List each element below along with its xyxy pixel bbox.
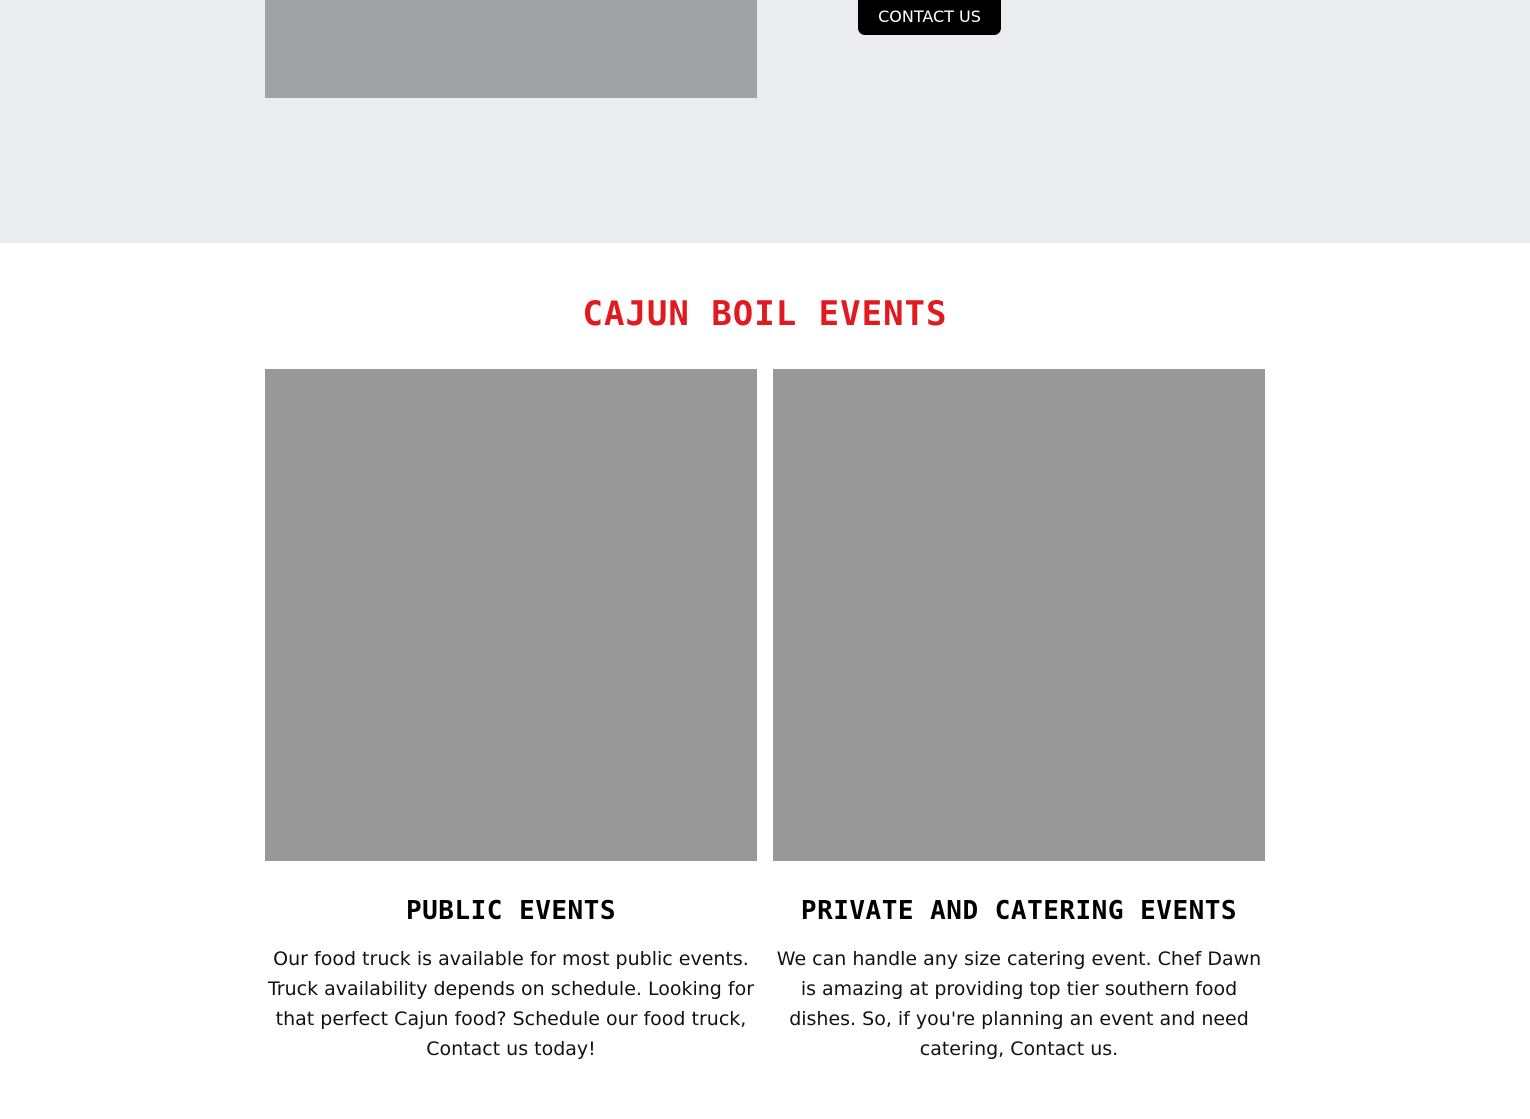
events-section xyxy=(0,243,1530,1119)
public-events-image xyxy=(265,369,757,861)
top-section xyxy=(0,0,1530,243)
private-events-title: PRIVATE AND CATERING EVENTS xyxy=(800,896,1238,926)
private-events-image xyxy=(773,369,1265,861)
public-events-title: PUBLIC EVENTS xyxy=(406,896,616,926)
public-events-text: Our food truck is available for most public events. Truck availability depends on schedule. Looking for that perfect Cajun food? Schedule our food truck, Contact us today! xyxy=(267,948,755,1060)
private-events-text: We can handle any size catering event. Chef Dawn is amazing at providing top tier southern food dishes. So, if you're planning an event and need catering, Contact us. xyxy=(776,948,1262,1060)
section-title: CAJUN BOIL EVENTS xyxy=(582,294,948,334)
top-image xyxy=(265,0,757,98)
contact-us-button[interactable]: CONTACT US xyxy=(858,0,1001,35)
